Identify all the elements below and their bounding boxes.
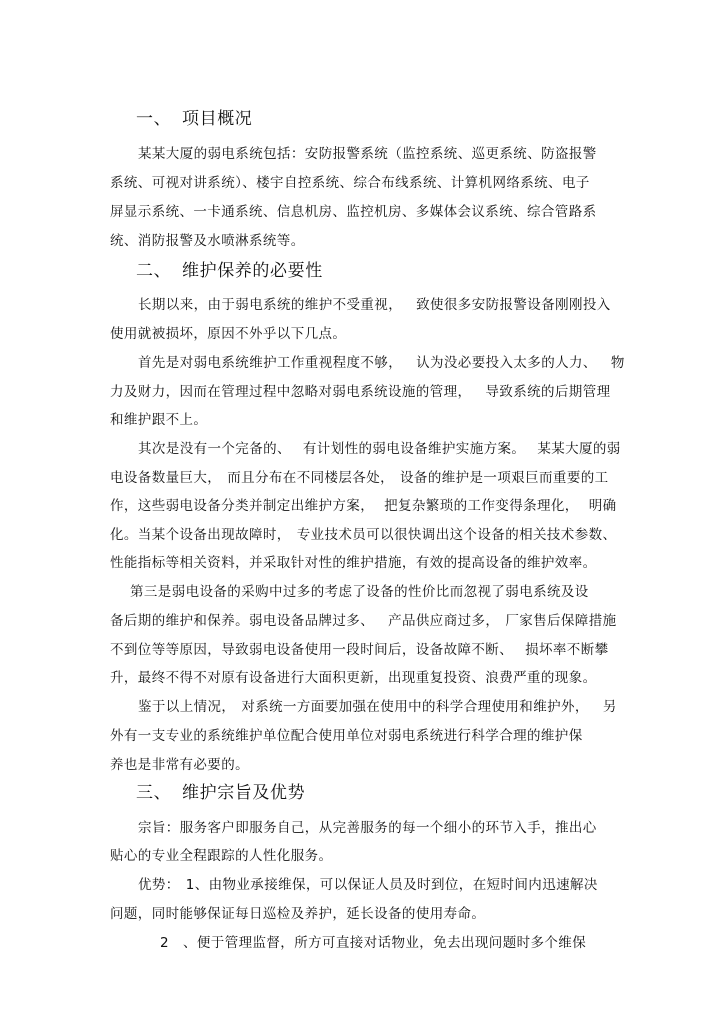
paragraph-line — [138, 353, 625, 373]
text-run: 优势： — [138, 877, 180, 893]
paragraph-line — [110, 525, 616, 545]
paragraph-line — [110, 611, 617, 631]
paragraph-line: 养也是非常有必要的。 — [110, 757, 249, 773]
text-run: 2 — [160, 935, 169, 951]
paragraph-line — [138, 439, 621, 459]
paragraph-line: 使用就被损坏，原因不外乎以下几点。 — [110, 326, 347, 342]
text-run: 不到位等等原因，导致弱电设备使用一段时间后，设备故障不断、 — [110, 642, 514, 658]
text-run: 明确 — [588, 498, 617, 514]
text-run: 电设备数量巨大， — [110, 470, 222, 486]
paragraph-line: 和维护跟不上。 — [110, 412, 208, 428]
text-run: 化。当某个设备出现故障时， — [110, 527, 291, 543]
paragraph-line — [138, 875, 598, 895]
text-run: 对系统一方面要加强在使用中的科学合理使用和维护外， — [241, 699, 589, 715]
text-run: 厂家售后保障措施 — [505, 613, 617, 629]
paragraph-line: 升，最终不得不对原有设备进行大面积更新，出现重复投资、浪费严重的现象。 — [110, 670, 597, 686]
paragraph-line — [110, 468, 609, 488]
paragraph-line: 屏显示系统、一卡通系统、信息机房、监控机房、多媒体会议系统、综合管路系 — [110, 204, 597, 220]
text-run: 认为没必要投入太多的人力、 — [416, 355, 597, 371]
text-run: 备后期的维护和保养。弱电设备品牌过多、 — [110, 613, 375, 629]
text-run: 另 — [602, 699, 617, 715]
text-run: 设备的维护是一项艰巨而重要的工 — [400, 470, 609, 486]
paragraph-line: 系统、可视对讲系统）、楼宇自控系统、综合布线系统、计算机网络系统、电子 — [110, 175, 590, 191]
paragraph-line: 外有一支专业的系统维护单位配合使用单位对弱电系统进行科学合理的维护保 — [110, 728, 583, 744]
text-run: 把复杂繁琐的工作变得条理化， — [384, 498, 579, 514]
section-heading-1 — [136, 107, 252, 131]
paragraph-line — [138, 697, 617, 717]
text-run: 物 — [610, 355, 625, 371]
text-run: 损坏率不断攀 — [525, 642, 609, 658]
section-number-2: 二、 — [136, 261, 172, 281]
paragraph-line: 第三是弱电设备的采购中过多的考虑了设备的性价比而忽视了弱电系统及设 — [130, 584, 589, 600]
text-run: 1、由物业承接维保，可以保证人员及时到位，在短时间内迅速解决 — [185, 877, 598, 893]
text-run: 有计划性的弱电设备维护实施方案。 — [302, 441, 526, 457]
section-heading-3 — [136, 781, 305, 805]
text-run: 其次是没有一个完备的、 — [138, 441, 291, 457]
text-run: 致使很多安防报警设备刚刚投入 — [416, 297, 611, 313]
text-run: 某某大厦的弱 — [537, 441, 621, 457]
text-run: 鉴于以上情况， — [138, 699, 236, 715]
paragraph-line — [160, 933, 586, 953]
section-number-1: 一、 — [136, 109, 172, 129]
paragraph-line — [110, 640, 609, 660]
text-run: 长期以来，由于弱电系统的维护不受重视， — [138, 297, 403, 313]
paragraph-line: 某某大厦的弱电系统包括：安防报警系统（监控系统、巡更系统、防盗报警 — [138, 146, 597, 162]
paragraph-line: 问题，同时能够保证每日巡检及养护，延长设备的使用寿命。 — [110, 906, 486, 922]
paragraph-line — [138, 295, 611, 315]
section-title-2: 维护保养的必要性 — [182, 261, 323, 281]
section-heading-2 — [136, 259, 323, 283]
text-run: 导致系统的后期管理 — [485, 384, 611, 400]
paragraph-line: 统、消防报警及水喷淋系统等。 — [110, 233, 305, 249]
text-run: 作，这些弱电设备分类并制定出维护方案， — [110, 498, 375, 514]
text-run: 、便于管理监督，所方可直接对话物业，免去出现问题时多个维保 — [183, 935, 587, 951]
text-run: 首先是对弱电系统维护工作重视程度不够， — [138, 355, 403, 371]
text-run: 而且分布在不同楼层各处， — [227, 470, 395, 486]
paragraph-line — [110, 496, 617, 516]
section-number-3: 三、 — [136, 783, 172, 803]
section-title-1: 项目概况 — [182, 109, 253, 129]
paragraph-line: 性能指标等相关资料，并采取针对性的维护措施，有效的提高设备的维护效率。 — [110, 555, 597, 571]
text-run: 产品供应商过多， — [388, 613, 500, 629]
section-title-3: 维护宗旨及优势 — [182, 783, 306, 803]
paragraph-line: 宗旨：服务客户即服务自己，从完善服务的每一个细小的环节入手，推出心 — [138, 820, 597, 836]
text-run: 力及财力，因而在管理过程中忽略对弱电系统设施的管理， — [110, 384, 472, 400]
paragraph-line — [110, 382, 611, 402]
paragraph-line: 贴心的专业全程跟踪的人性化服务。 — [110, 848, 333, 864]
text-run: 专业技术员可以很快调出这个设备的相关技术参数、 — [296, 527, 617, 543]
